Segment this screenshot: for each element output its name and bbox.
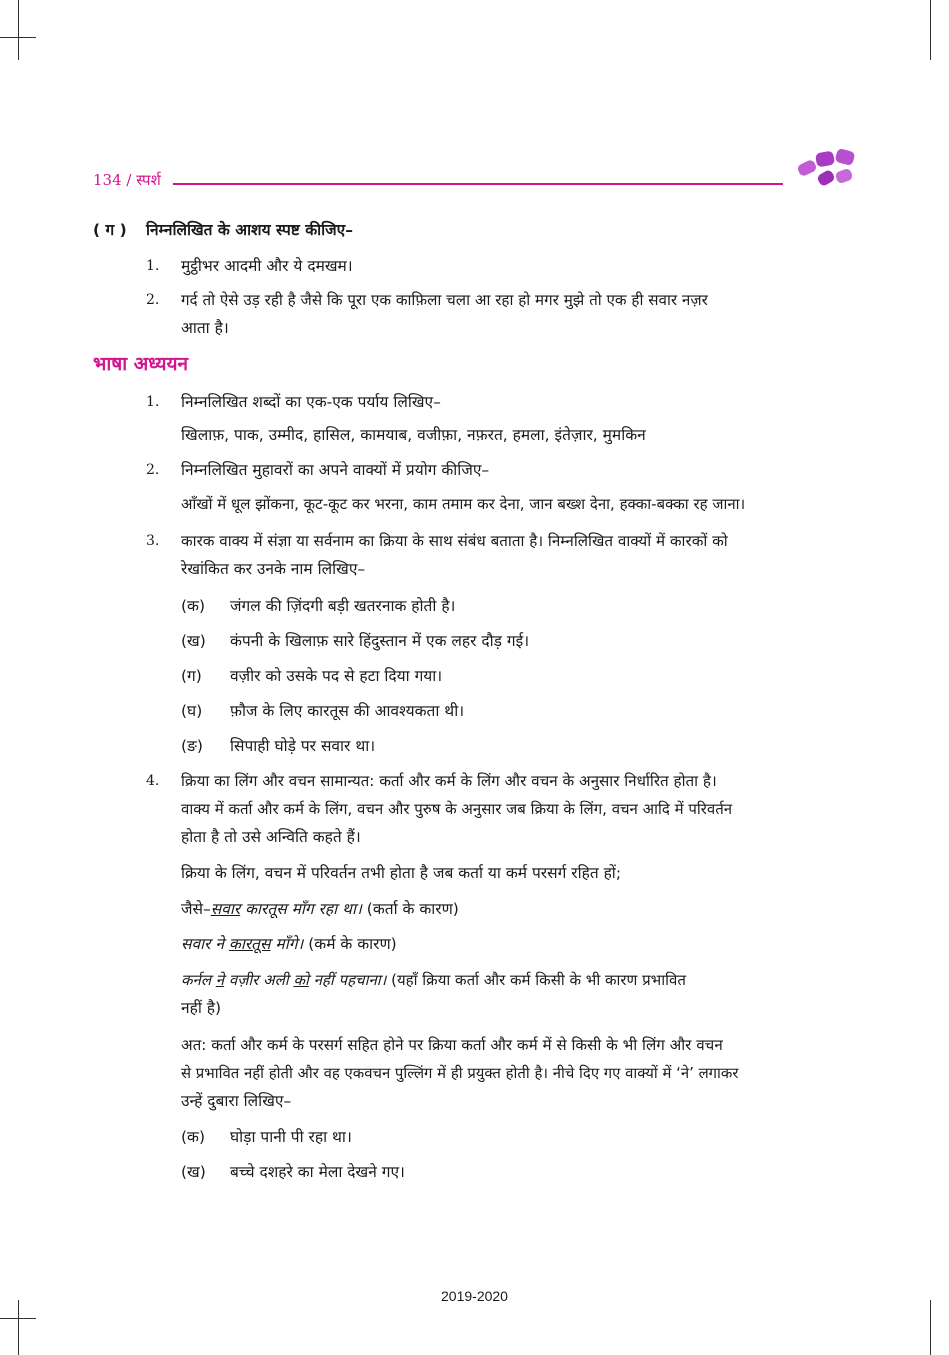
list-item: मुट्ठीभर आदमी और ये दमखम। [181,257,353,275]
example-note: (कर्ता के कारण) [361,900,459,918]
underlined-word: सवार [210,900,241,918]
question-text: निम्नलिखित शब्दों का एक-एक पर्याय लिखिए– [181,393,441,411]
header-rule [173,183,783,185]
question-text: कारक वाक्य में संज्ञा या सर्वनाम का क्रिया के साथ संबंध बताता है। निम्नलिखित वाक्यों में कारकों को [181,532,728,550]
item-number: 2. [146,462,160,478]
sub-item-label: (घ) [181,702,203,720]
sub-item: फ़ौज के लिए कारतूस की आवश्यकता थी। [230,702,465,720]
example-2 [181,934,397,954]
item-number: 4. [146,773,160,789]
sub-item: कंपनी के खिलाफ़ सारे हिंदुस्तान में एक लहर दौड़ गई। [230,632,530,650]
sub-item: जंगल की ज़िंदगी बड़ी खतरनाक होती है। [230,597,456,615]
sub-item-label: (ख) [181,632,206,650]
example-prefix: जैसे– [181,900,211,918]
list-item: गर्द तो ऐसे उड़ रही है जैसे कि पूरा एक काफ़िला चला आ रहा हो मगर मुझे तो एक ही सवार नज़र [181,291,708,309]
example-text: वज़ीर अली [224,971,294,989]
footer-year: 2019-2020 [441,1288,508,1304]
section-g-heading: निम्नलिखित के आशय स्पष्ट कीजिए– [146,221,353,239]
example-text: सवार ने [181,935,229,953]
explanation-text: से प्रभावित नहीं होती और वह एकवचन पुल्लिंग में ही प्रयुक्त होती है। नीचे दिए गए वाक्यों में ‘ने’ लगाकर [181,1064,739,1082]
sub-item-label: (क) [181,597,205,615]
crop-mark [18,1300,19,1355]
example-text: कर्नल [181,971,216,989]
sub-item-label: (ग) [181,667,202,685]
question-text: निम्नलिखित मुहावरों का अपने वाक्यों में प्रयोग कीजिए– [181,461,490,479]
rule-text: क्रिया के लिंग, वचन में परिवर्तन तभी होता है जब कर्ता या कर्म परसर्ग रहित हों; [181,864,622,882]
question-text: रेखांकित कर उनके नाम लिखिए– [181,560,366,578]
section-title: भाषा अध्ययन [93,353,189,375]
item-number: 1. [146,394,160,410]
example-1 [181,899,459,919]
crop-mark [930,0,931,60]
item-number: 3. [146,533,160,549]
example-note: (कर्म के कारण) [303,935,397,953]
underlined-word: को [293,971,309,989]
item-number: 1. [146,258,160,274]
underlined-word: कारतूस [228,935,271,953]
sub-item: वज़ीर को उसके पद से हटा दिया गया। [230,667,443,685]
crop-mark [18,0,19,60]
list-item: आता है। [181,319,229,337]
example-note: (यहाँ क्रिया कर्ता और कर्म किसी के भी कारण प्रभावित [386,971,686,989]
sub-item: सिपाही घोड़े पर सवार था। [230,737,376,755]
question-text: होता है तो उसे अन्विति कहते हैं। [181,828,361,846]
crop-mark [930,1300,931,1355]
sub-item-label: (क) [181,1128,205,1146]
section-g-label: ( ग ) [93,221,127,239]
underlined-word: ने [215,971,225,989]
page-header [93,168,783,192]
sub-item: घोड़ा पानी पी रहा था। [230,1128,352,1146]
explanation-text: अत: कर्ता और कर्म के परसर्ग सहित होने पर क्रिया कर्ता और कर्म में से किसी के भी लिंग और वचन [181,1036,723,1054]
example-note: नहीं है) [181,999,222,1017]
question-text: वाक्य में कर्ता और कर्म के लिंग, वचन और पुरुष के अनुसार जब क्रिया के लिंग, वचन आदि में परिवर्तन [181,800,733,818]
book-logo-icon [796,148,858,192]
sub-item-label: (ङ) [181,737,203,755]
idiom-list: आँखों में धूल झोंकना, कूट-कूट कर भरना, काम तमाम कर देना, जान बख्श देना, हक्का-बक्का रह जाना। [181,495,746,513]
example-text: नहीं पहचाना। [308,971,387,989]
sub-item: बच्चे दशहरे का मेला देखने गए। [230,1163,405,1181]
page-number: 134 / स्पर्श [93,171,161,189]
example-3 [181,970,686,990]
sub-item-label: (ख) [181,1163,206,1181]
example-text: कारतूस माँग रहा था। [240,900,362,918]
explanation-text: उन्हें दुबारा लिखिए– [181,1092,292,1110]
example-text: माँगे। [270,935,304,953]
word-list: खिलाफ़, पाक, उम्मीद, हासिल, कामयाब, वजीफ़ा, नफ़रत, हमला, इंतेज़ार, मुमकिन [181,426,646,444]
item-number: 2. [146,292,160,308]
question-text: क्रिया का लिंग और वचन सामान्यत: कर्ता और कर्म के लिंग और वचन के अनुसार निर्धारित होता है। [181,772,717,790]
